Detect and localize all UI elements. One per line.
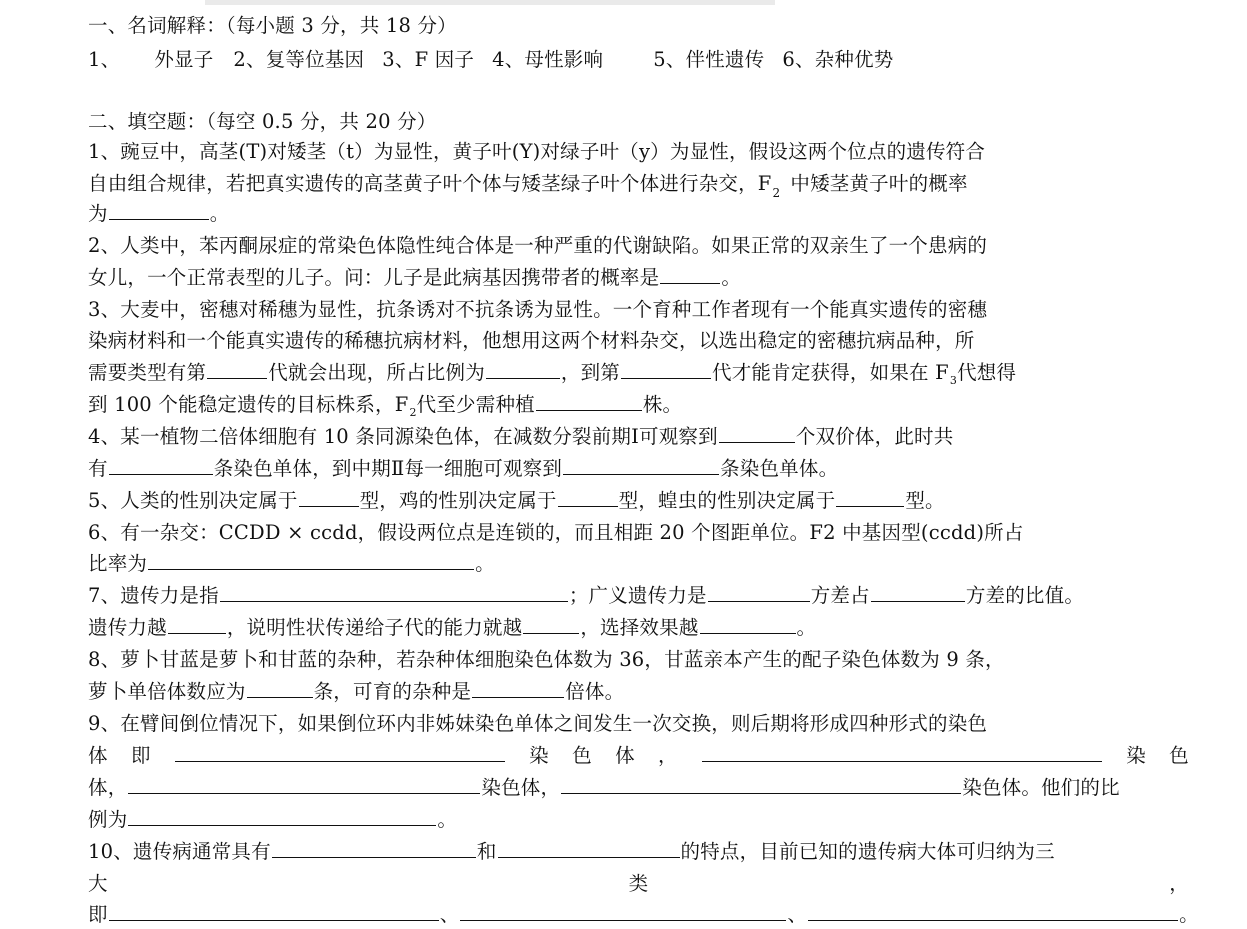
q9-text: 色 [1169,744,1189,767]
answer-blank[interactable] [299,488,359,507]
q7-line1 [88,582,1189,609]
q3-line4 [88,391,1189,421]
q10-line3 [88,901,1199,928]
q9-line2 [88,742,1189,769]
q9-text: 体， [88,776,128,799]
q10-text: 和 [476,840,497,863]
term: F 因子 [414,48,475,71]
answer-blank[interactable] [486,360,560,379]
q1-line2 [88,170,1189,200]
q1-text: 为 [88,202,108,225]
q2-text: 。 [721,266,742,289]
term-num: 3、 [382,48,415,71]
term: 复等位基因 [265,48,365,71]
answer-blank[interactable] [660,265,720,284]
q1-text: 。 [209,202,230,225]
answer-blank[interactable] [247,679,313,698]
q3-text: 代想得 [957,361,1017,384]
term-num: 2、 [233,48,266,71]
q7-text: ，选择效果越 [580,616,699,639]
q1-text: 中矮茎黄子叶的概率 [790,172,968,195]
answer-blank[interactable] [460,902,786,921]
q2-line2 [88,264,1189,291]
q4-line1 [88,423,1189,450]
q3-line3 [88,359,1189,389]
q1-text: 自由组合规律，若把真实遗传的高茎黄子叶个体与矮茎绿子叶个体进行杂交，F [88,172,772,195]
q1-line1: 1、豌豆中，高茎(T)对矮茎（t）为显性，黄子叶(Y)对绿子叶（y）为显性，假设这两个位点的遗传符合 [88,140,986,163]
answer-blank[interactable] [561,775,961,794]
q4-text: 条染色单体。 [720,457,839,480]
term-num: 4、 [492,48,525,71]
q7-text: 。 [796,616,817,639]
q10-text: 、 [439,903,460,926]
answer-blank[interactable] [836,488,904,507]
answer-blank[interactable] [128,807,436,826]
q9-text: 体 [88,744,108,767]
q4-text: 4、某一植物二倍体细胞有 10 条同源染色体，在减数分裂前期Ⅰ可观察到 [88,425,718,448]
answer-blank[interactable] [472,679,564,698]
subscript: 2 [409,406,417,419]
q10-text: 。 [1179,903,1199,926]
answer-blank[interactable] [220,583,568,602]
term: 杂种优势 [814,48,894,71]
q3-line1: 3、大麦中，密穗对稀穗为显性，抗条诱对不抗条诱为显性。一个育种工作者现有一个能真实遗传的密穗 [88,298,988,321]
q2-line1: 2、人类中，苯丙酮尿症的常染色体隐性纯合体是一种严重的代谢缺陷。如果正常的双亲生了一个患病的 [88,234,988,257]
term-num: 1、 [88,48,121,71]
answer-blank[interactable] [563,456,719,475]
q7-text: 7、遗传力是指 [88,584,219,607]
q3-text: 需要类型有第 [88,361,207,384]
q9-line3 [88,774,1189,801]
q9-line1: 9、在臂间倒位情况下，如果倒位环内非姊妹染色单体之间发生一次交换，则后期将形成四种形式的染色 [88,712,988,735]
q9-text: ， [658,744,678,767]
answer-blank[interactable] [702,743,1102,762]
q10-text: 类 [628,872,649,895]
q8-text: 萝卜单倍体数应为 [88,680,246,703]
q10-text: 10、遗传病通常具有 [88,840,271,863]
answer-blank[interactable] [558,488,618,507]
q7-text: 方差占 [810,584,870,607]
term-num: 5、 [653,48,686,71]
q10-text: 大 [88,872,108,895]
q9-line4 [88,806,1189,833]
q3-text: 代至少需种植 [416,393,535,416]
q6-line2 [88,550,1189,577]
q5-text: 型。 [905,489,945,512]
q9-text: 染 [1126,744,1146,767]
q2-text: 女儿，一个正常表型的儿子。问：儿子是此病基因携带者的概率是 [88,266,660,289]
answer-blank[interactable] [168,615,226,634]
q3-text: ，到第 [560,361,621,384]
q9-text: 染色体， [481,776,561,799]
q7-text: ；广义遗传力是 [568,584,707,607]
q8-text: 倍体。 [565,680,625,703]
q5-text: 5、人类的性别决定属于 [88,489,298,512]
q9-text: 色 [572,744,592,767]
q6-line1: 6、有一杂交：CCDD × ccdd，假设两位点是连锁的，而且相距 20 个图距单位。F2 中基因型(ccdd)所占 [88,521,1024,544]
q10-line1 [88,838,1189,865]
answer-blank[interactable] [719,424,795,443]
answer-blank[interactable] [207,360,267,379]
section2-heading: 二、填空题：（每空 0.5 分，共 20 分） [88,110,437,133]
term: 外显子 [154,48,214,71]
q9-text: 体 [615,744,635,767]
q4-text: 个双价体，此时共 [795,425,954,448]
q8-line2 [88,678,1189,705]
section1-heading: 一、名词解释：（每小题 3 分，共 18 分） [88,14,457,37]
q10-text: 即 [88,903,108,926]
subscript: 3 [949,374,958,387]
q3-text: 代就会出现，所占比例为 [268,361,485,384]
q7-text: 方差的比值。 [965,584,1085,607]
q10-text: 、 [787,903,808,926]
q7-text: ，说明性状传递给子代的能力就越 [226,616,523,639]
q4-text: 条染色单体，到中期Ⅱ每一细胞可观察到 [213,457,563,480]
q9-text: 染色体。他们的比 [962,776,1120,799]
q9-text: 即 [130,744,151,767]
q10-text: 的特点，目前已知的遗传病大体可归纳为三 [680,840,1055,863]
q1-line3 [88,200,1189,227]
answer-blank[interactable] [536,392,642,411]
q6-text: 比率为 [88,552,148,575]
q3-line2: 染病材料和一个能真实遗传的稀穗抗病材料，他想用这两个材料杂交，以选出稳定的密穗抗病品种，所 [88,329,975,352]
q8-line1: 8、萝卜甘蓝是萝卜和甘蓝的杂种，若杂种体细胞染色体数为 36，甘蓝亲本产生的配子染色体数为 9 条， [88,648,1005,671]
q9-text: 。 [437,808,458,831]
q6-text: 。 [475,552,495,575]
term: 母性影响 [524,48,604,71]
q3-text: 代才能肯定获得，如果在 F [712,361,949,384]
answer-blank[interactable] [148,551,474,570]
answer-blank[interactable] [700,615,796,634]
q3-text: 到 100 个能稳定遗传的目标株系，F [88,393,409,416]
answer-blank[interactable] [498,839,680,858]
answer-blank[interactable] [871,583,965,602]
answer-blank[interactable] [272,839,476,858]
q9-text: 染 [529,744,549,767]
q4-text: 有 [88,457,108,480]
q3-text: 株。 [642,393,683,416]
q7-text: 遗传力越 [88,616,167,639]
subscript: 2 [772,186,781,200]
answer-blank[interactable] [109,201,209,220]
q9-text: 例为 [88,808,128,831]
answer-blank[interactable] [128,775,480,794]
answer-blank[interactable] [708,583,810,602]
q7-line2 [88,614,1189,641]
answer-blank[interactable] [808,902,1178,921]
q8-text: 条，可育的杂种是 [313,680,472,703]
section1-terms [88,46,1189,73]
q5-text: 型，鸡的性别决定属于 [359,489,557,512]
answer-blank[interactable] [175,743,505,762]
q5-text: 型，蝗虫的性别决定属于 [618,489,836,512]
cropped-title-remnant [205,0,775,5]
answer-blank[interactable] [621,360,711,379]
answer-blank[interactable] [109,456,213,475]
term-num: 6、 [782,48,815,71]
q10-line2 [88,870,1189,897]
q4-line2 [88,455,1189,482]
answer-blank[interactable] [523,615,579,634]
answer-blank[interactable] [109,902,439,921]
q5-line1 [88,487,1189,514]
term: 伴性遗传 [685,48,765,71]
q10-text: ， [1169,872,1189,895]
